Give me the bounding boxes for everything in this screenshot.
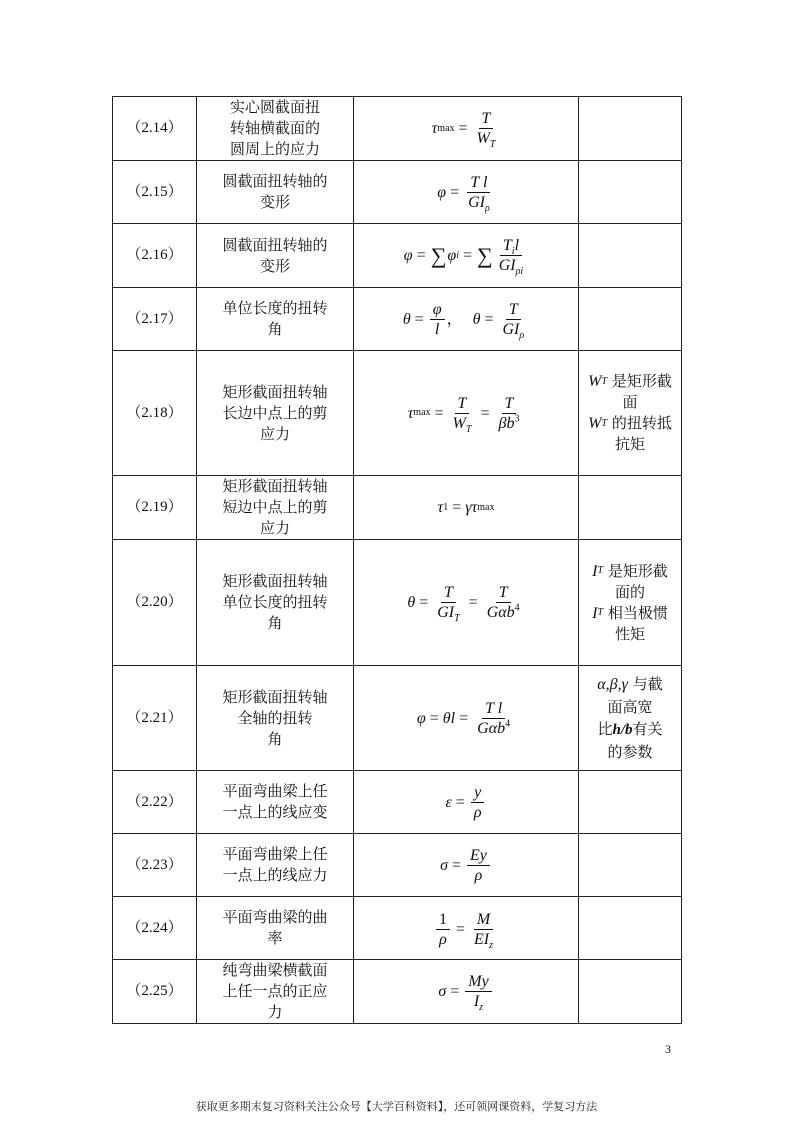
formula-description xyxy=(197,351,354,476)
description-line: 角 xyxy=(267,320,283,338)
formula-expression: $\frac{1}{\rho}$ = $\frac{M}{EI_z}$ xyxy=(434,911,498,948)
note-line: 抗矩 xyxy=(614,435,645,453)
description-line: 实心圆截面扭 xyxy=(229,98,320,116)
description-line: 率 xyxy=(267,929,283,947)
description-line: 短边中点上的剪 xyxy=(222,498,328,516)
description-line: 变形 xyxy=(259,193,290,211)
note-text: 有关 xyxy=(632,720,663,738)
table-row xyxy=(113,97,682,161)
description-line: 单位长度的扭转 xyxy=(222,299,328,317)
formula-note xyxy=(579,960,682,1024)
note-symbol: W T xyxy=(588,373,608,390)
formula-number: （2.14） xyxy=(113,97,197,161)
formula xyxy=(354,540,579,666)
formula-note xyxy=(579,897,682,960)
formula-expression: θ = $\frac{T}{GI_T}$ = $\frac{T}{G\alpha b^4}$ xyxy=(407,584,520,625)
formula-number: （2.21） xyxy=(113,666,197,771)
description-line: 长边中点上的剪 xyxy=(222,403,328,422)
formula-description xyxy=(197,666,354,771)
formula-expression: τ max = $\frac{T}{W_T}$ = $\frac{T}{\beta b^3}$ xyxy=(407,394,520,435)
note-line xyxy=(583,603,677,624)
formula-expression: ε = $\frac{y}{\rho}$ xyxy=(445,784,486,821)
formula-number: （2.17） xyxy=(113,288,197,351)
note-symbol: I T xyxy=(592,562,604,580)
note-text: 的扭转抵 xyxy=(611,414,672,432)
note-text: 相当极惯 xyxy=(607,603,668,622)
formula-note xyxy=(579,476,682,540)
note-text: 与截 xyxy=(632,675,663,693)
note-line: 性矩 xyxy=(614,624,645,643)
formula-expression: θ = $\frac{\varphi}{l}$ ， θ = $\frac{T}{GI_\rho}$ xyxy=(402,300,525,341)
formula-description xyxy=(197,161,354,224)
description-line: 应力 xyxy=(259,519,290,537)
table-row xyxy=(113,288,682,351)
table-row xyxy=(113,960,682,1024)
note-line: 的参数 xyxy=(607,743,653,761)
formula-note xyxy=(579,161,682,224)
formula-expression: φ = ∑ φ i = ∑ $\frac{T_il}{GI_{\rho i}}$ xyxy=(403,237,524,278)
description-line: 角 xyxy=(267,729,283,748)
footer-promo-text: 获取更多期末复习资料关注公众号【大学百科资料】，还可领网课资料，学复习方法 xyxy=(195,1100,598,1113)
formula-number: （2.16） xyxy=(113,224,197,288)
table-row xyxy=(113,540,682,666)
description-line: 应力 xyxy=(259,424,290,443)
description-line: 平面弯曲梁上任 xyxy=(222,782,328,800)
description-line: 平面弯曲梁上任 xyxy=(222,845,328,863)
table-row xyxy=(113,897,682,960)
note-line: 面高宽 xyxy=(607,698,653,716)
note-line xyxy=(583,561,677,582)
formula xyxy=(354,897,579,960)
description-line: 角 xyxy=(267,614,283,632)
formula-number: （2.24） xyxy=(113,897,197,960)
table-row xyxy=(113,351,682,476)
formula-expression: σ = $\frac{Ey}{\rho}$ xyxy=(440,847,492,884)
description-line: 矩形截面扭转轴 xyxy=(222,477,328,495)
page-number: 3 xyxy=(665,1042,671,1056)
formula-number: （2.19） xyxy=(113,476,197,540)
note-line xyxy=(583,413,677,434)
formula-description xyxy=(197,960,354,1024)
note-line: 面 xyxy=(622,393,638,411)
description-line: 全轴的扭转 xyxy=(237,708,313,727)
formula-expression: φ = θl = $\frac{\text{T l}}{G\alpha b^4}$ xyxy=(416,699,511,737)
table-row xyxy=(113,476,682,540)
table-row xyxy=(113,161,682,224)
formula xyxy=(354,97,579,161)
note-text: 是矩形截 xyxy=(607,561,668,580)
description-line: 变形 xyxy=(259,256,290,275)
note-line xyxy=(583,718,677,741)
formula-note xyxy=(579,834,682,897)
formula-description xyxy=(197,476,354,540)
note-symbol: α,β,γ xyxy=(597,676,628,693)
description-line: 圆截面扭转轴的 xyxy=(222,172,328,190)
formula-note xyxy=(579,288,682,351)
formula-number: （2.20） xyxy=(113,540,197,666)
description-line: 平面弯曲梁的曲 xyxy=(222,908,328,926)
formula-note xyxy=(579,666,682,771)
description-line: 圆周上的应力 xyxy=(229,140,320,158)
formula-note xyxy=(579,771,682,834)
formula-note xyxy=(579,351,682,476)
formula xyxy=(354,476,579,540)
description-line: 矩形截面扭转轴 xyxy=(222,572,328,590)
description-line: 单位长度的扭转 xyxy=(222,593,328,611)
description-line: 纯弯曲梁横截面 xyxy=(222,961,328,979)
formula xyxy=(354,224,579,288)
note-symbol: h/b xyxy=(612,722,633,738)
formula xyxy=(354,960,579,1024)
formula-description xyxy=(197,771,354,834)
note-line: 面的 xyxy=(614,582,645,601)
formula-description xyxy=(197,897,354,960)
formula-number: （2.22） xyxy=(113,771,197,834)
table-row xyxy=(113,771,682,834)
formula-number: （2.15） xyxy=(113,161,197,224)
formula-description xyxy=(197,834,354,897)
description-line: 一点上的线应变 xyxy=(222,803,328,821)
note-line xyxy=(583,371,677,392)
formula xyxy=(354,834,579,897)
formula-description xyxy=(197,540,354,666)
note-symbol: W T xyxy=(588,415,608,432)
formula xyxy=(354,288,579,351)
formula-number: （2.23） xyxy=(113,834,197,897)
formula-description xyxy=(197,97,354,161)
table-row xyxy=(113,834,682,897)
formula xyxy=(354,771,579,834)
note-line xyxy=(583,673,677,696)
formula-expression: σ = $\frac{My}{I_z}$ xyxy=(438,973,493,1010)
formula-note xyxy=(579,97,682,161)
formula-table xyxy=(112,96,682,1024)
formula-expression: φ = $\frac{\text{T l}}{GI_\rho}$ xyxy=(437,173,490,214)
note-text: 是矩形截 xyxy=(611,372,672,390)
formula xyxy=(354,666,579,771)
formula-expression: τ max = $\frac{T}{W_T}$ xyxy=(431,110,496,151)
description-line: 矩形截面扭转轴 xyxy=(222,687,328,706)
formula-note xyxy=(579,540,682,666)
description-line: 矩形截面扭转轴 xyxy=(222,382,328,401)
formula xyxy=(354,351,579,476)
formula xyxy=(354,161,579,224)
formula-note xyxy=(579,224,682,288)
description-line: 转轴横截面的 xyxy=(229,119,320,137)
formula-description xyxy=(197,224,354,288)
formula-number: （2.25） xyxy=(113,960,197,1024)
formula-number: （2.18） xyxy=(113,351,197,476)
table-row xyxy=(113,224,682,288)
description-line: 上任一点的正应 xyxy=(222,982,328,1000)
description-line: 圆截面扭转轴的 xyxy=(222,235,328,254)
formula-description xyxy=(197,288,354,351)
note-text: 比 xyxy=(597,720,613,738)
table-row xyxy=(113,666,682,771)
formula-expression: τ 1 = γτ max xyxy=(437,499,495,516)
description-line: 力 xyxy=(267,1003,283,1021)
note-symbol: I T xyxy=(592,604,604,622)
description-line: 一点上的线应力 xyxy=(222,866,328,884)
